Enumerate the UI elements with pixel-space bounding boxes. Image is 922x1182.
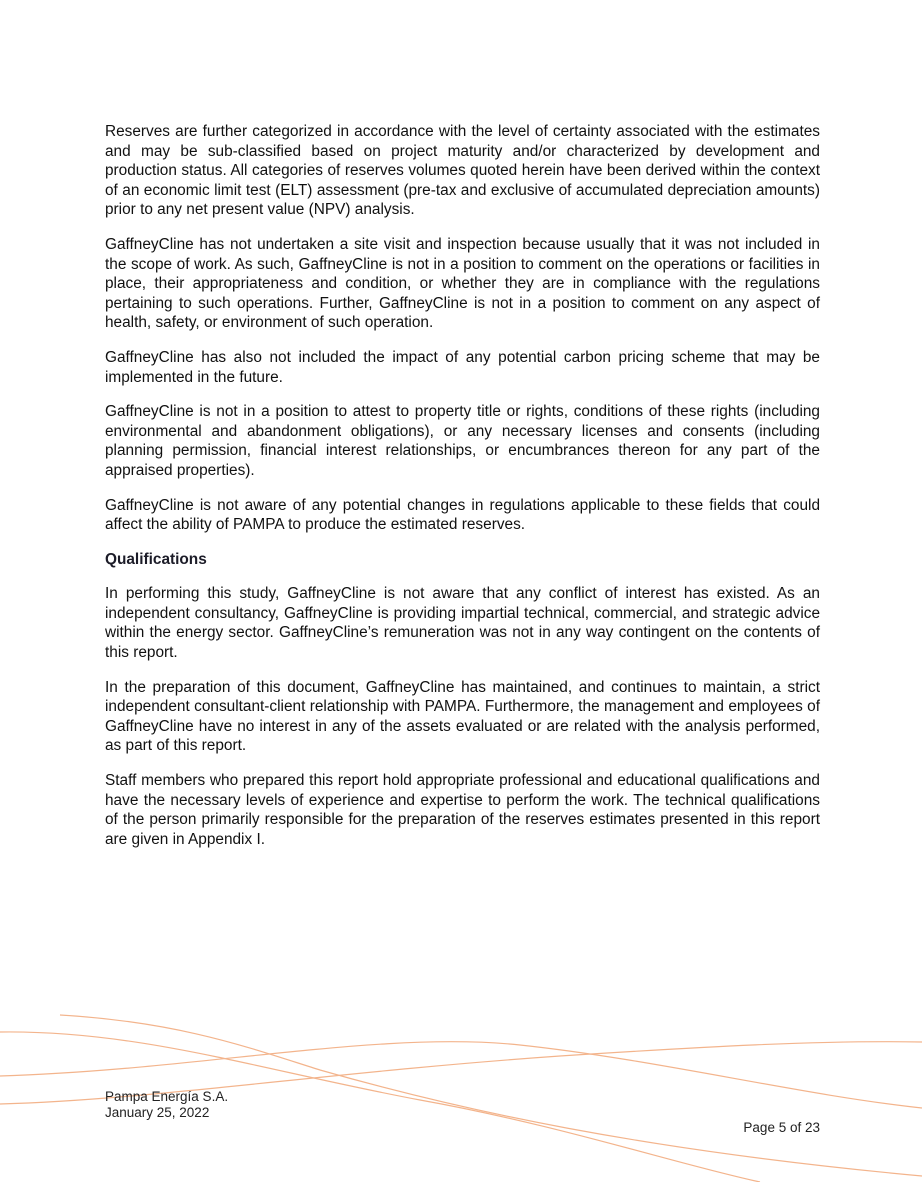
body-content (105, 122, 820, 864)
paragraph-site-visit: GaffneyCline has not undertaken a site visit and inspection because usually that it was not included in the scope of work. As such, GaffneyCline is not in a position to comment on the operations or facilities in place, their appropriateness and condition, or whether they are in compliance with the regulations pertaining to such operations. Further, GaffneyCline is not in a position to comment on any aspect of health, safety, or environment of such operation. (105, 235, 820, 332)
paragraph-independence: In the preparation of this document, GaffneyCline has maintained, and continues to maintain, a strict independent consultant-client relationship with PAMPA. Furthermore, the management and employees of GaffneyCline have no interest in any of the assets evaluated or are related with the analysis performed, as part of this report. (105, 678, 820, 755)
paragraph-staff-qualifications: Staff members who prepared this report hold appropriate professional and educational qualifications and have the necessary levels of experience and expertise to perform the work. The technical qualifications of the person primarily responsible for the preparation of the reserves estimates presented in this report are given in Appendix I. (105, 772, 820, 848)
paragraph-reserves-categorization: Reserves are further categorized in accordance with the level of certainty associated with the estimates and may be sub-classified based on project maturity and/or characterized by development and production status. All categories of reserves volumes quoted herein have been derived within the context of an economic limit test (ELT) assessment (pre-tax and exclusive of accumulated depreciation amounts) prior to any net present value (NPV) analysis. (105, 123, 820, 219)
paragraph-regulation-changes: GaffneyCline is not aware of any potential changes in regulations applicable to these fields that could affect the ability of PAMPA to produce the estimated reserves. (105, 496, 820, 534)
paragraph-carbon-pricing: GaffneyCline has also not included the impact of any potential carbon pricing scheme that may be implemented in the future. (105, 348, 820, 386)
paragraph-conflict-of-interest: In performing this study, GaffneyCline is not aware that any conflict of interest has existed. As an independent consultancy, GaffneyCline is providing impartial technical, commercial, and strategic advice within the energy sector. GaffneyCline’s remuneration was not in any way contingent on the contents of this report. (105, 585, 820, 662)
footer-left (105, 1089, 228, 1121)
page-number: Page 5 of 23 (743, 1120, 820, 1135)
paragraph-property-title: GaffneyCline is not in a position to attest to property title or rights, conditions of these rights (including environmental and abandonment obligations), or any necessary licenses and consents (including planning permission, financial interest relationships, or encumbrances thereon for any part of the appraised properties). (105, 403, 820, 479)
qualifications-heading: Qualifications (105, 550, 207, 568)
footer-date: January 25, 2022 (105, 1105, 210, 1120)
footer-company: Pampa Energía S.A. (105, 1089, 229, 1104)
